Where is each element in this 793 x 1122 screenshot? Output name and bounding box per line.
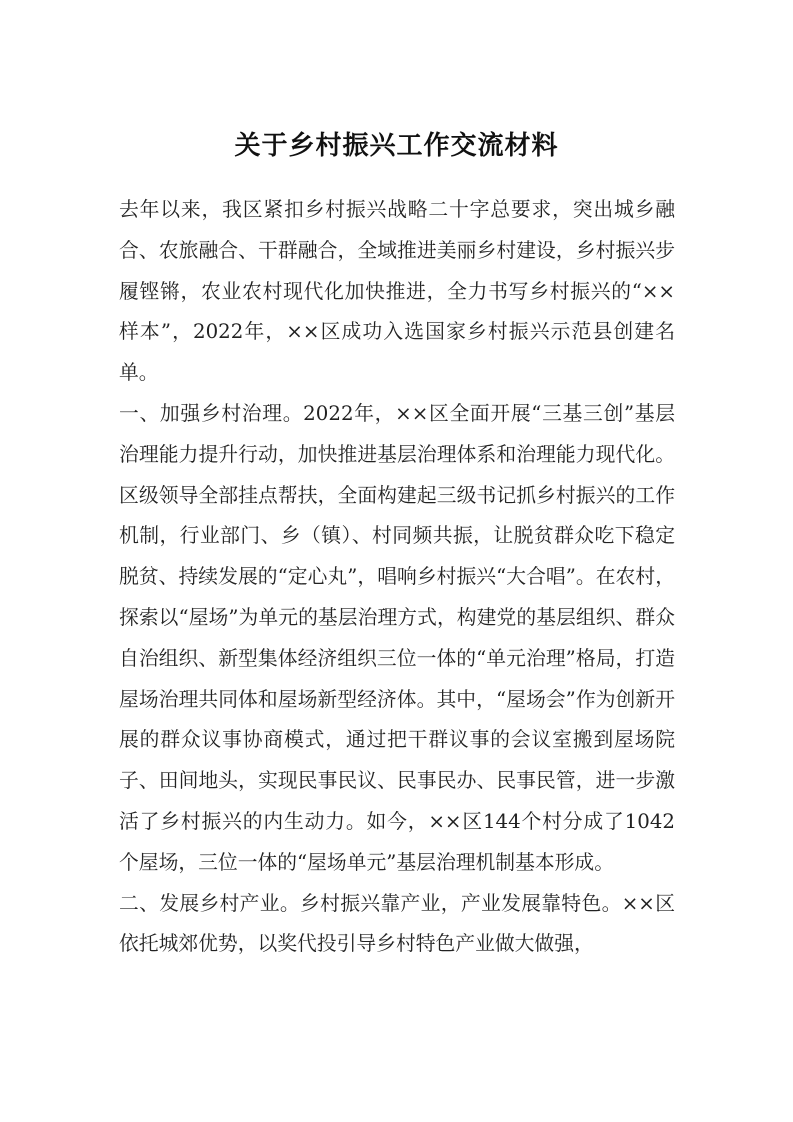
paragraph-intro: 去年以来，我区紧扣乡村振兴战略二十字总要求，突出城乡融合、农旅融合、干群融合，全域推进美丽乡村建设，乡村振兴步履铿锵，农业农村现代化加快推进，全力书写乡村振兴的“××样本”，2022年，××区成功入选国家乡村振兴示范县创建名单。: [119, 198, 675, 385]
document-title: 关于乡村振兴工作交流材料: [234, 131, 559, 161]
paragraph-industry: 二、发展乡村产业。乡村振兴靠产业，产业发展靠特色。××区依托城郊优势，以奖代投引导乡村特色产业做大做强，: [119, 891, 675, 956]
paragraph-governance: 一、加强乡村治理。2022年，××区全面开展“三基三创”基层治理能力提升行动，加快推进基层治理体系和治理能力现代化。区级领导全部挂点帮扶，全面构建起三级书记抓乡村振兴的工作机制，行业部门、乡（镇）、村同频共振，让脱贫群众吃下稳定脱贫、持续发展的“定心丸”，唱响乡村振兴“大合唱”。在农村，探索以“屋场”为单元的基层治理方式，构建党的基层组织、群众自治组织、新型集体经济组织三位一体的“单元治理”格局，打造屋场治理共同体和屋场新型经济体。其中，“屋场会”作为创新开展的群众议事协商模式，通过把干群议事的会议室搬到屋场院子、田间地头，实现民事民议、民事民办、民事民管，进一步激活了乡村振兴的内生动力。如今，××区144个村分成了1042个屋场，三位一体的“屋场单元”基层治理机制基本形成。: [119, 401, 675, 874]
document-body: [119, 190, 675, 965]
